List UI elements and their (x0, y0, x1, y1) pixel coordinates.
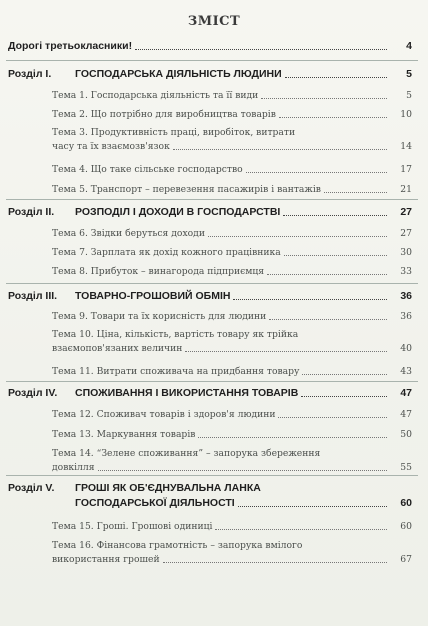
section-title: РОЗПОДІЛ І ДОХОДИ В ГОСПОДАРСТВІ (75, 206, 281, 218)
topic-page: 36 (400, 311, 412, 322)
toc-intro[interactable] (0, 40, 428, 52)
section-page: 47 (400, 387, 412, 399)
toc-topic-11[interactable] (0, 366, 428, 377)
topic-page: 43 (400, 366, 412, 377)
toc-topic-13[interactable] (0, 429, 428, 440)
topic-label: Тема 13. Маркування товарів (52, 429, 196, 440)
leader-dots (278, 409, 387, 418)
toc-topic-15[interactable] (0, 521, 428, 532)
topic-page: 14 (400, 141, 412, 152)
leader-dots (233, 290, 387, 300)
topic-page: 40 (400, 343, 412, 354)
topic-label: Тема 7. Зарплата як дохід кожного працівника (52, 247, 281, 258)
toc-topic-16[interactable] (0, 540, 428, 565)
toc-topic-9[interactable] (0, 311, 428, 322)
topic-label: Тема 2. Що потрібно для виробництва товарів (52, 109, 276, 120)
topic-page: 60 (400, 521, 412, 532)
toc-section-2[interactable] (0, 206, 428, 218)
section-title: ГОСПОДАРСЬКА ДІЯЛЬНІСТЬ ЛЮДИНИ (75, 68, 282, 80)
section-label: Розділ IV. (8, 387, 58, 399)
toc-topic-12[interactable] (0, 409, 428, 420)
leader-dots (238, 497, 387, 507)
leader-dots (267, 266, 387, 275)
toc-section-5[interactable] (0, 482, 428, 510)
toc-topic-14[interactable] (0, 448, 428, 473)
topic-page: 33 (400, 266, 412, 277)
leader-dots (301, 387, 387, 397)
topic-page: 50 (400, 429, 412, 440)
toc-topic-7[interactable] (0, 247, 428, 258)
toc-section-1[interactable] (0, 68, 428, 80)
topic-page: 27 (400, 228, 412, 239)
divider (6, 283, 418, 284)
topic-page: 10 (400, 109, 412, 120)
leader-dots (173, 141, 387, 150)
toc-topic-3[interactable] (0, 127, 428, 152)
leader-dots (98, 462, 387, 471)
topic-page: 30 (400, 247, 412, 258)
section-label: Розділ II. (8, 206, 55, 218)
topic-label: Тема 6. Звідки беруться доходи (52, 228, 205, 239)
divider (6, 475, 418, 476)
topic-label: Тема 3. Продуктивність праці, виробіток, витрати (52, 127, 296, 138)
toc-topic-2[interactable] (0, 109, 428, 120)
topic-page: 67 (400, 554, 412, 565)
toc-topic-8[interactable] (0, 266, 428, 277)
topic-label: Тема 11. Витрати споживача на придбання товару (52, 366, 300, 377)
page-title: ЗМІСТ (187, 14, 241, 29)
topic-label: Тема 14. “Зелене споживання” – запорука збереження (52, 448, 321, 459)
leader-dots (269, 311, 387, 320)
section-page: 5 (406, 68, 412, 80)
toc-topic-10[interactable] (0, 329, 428, 354)
leader-dots (284, 247, 387, 256)
toc-topic-6[interactable] (0, 228, 428, 239)
section-page: 27 (400, 206, 412, 218)
leader-dots (215, 521, 387, 530)
divider (6, 60, 418, 61)
leader-dots (185, 343, 387, 352)
section-title: ГРОШІ ЯК ОБ'ЄДНУВАЛЬНА ЛАНКА (75, 482, 261, 494)
topic-label: Тема 16. Фінансова грамотність – запорука вмілого (52, 540, 303, 551)
divider (6, 199, 418, 200)
toc-topic-5[interactable] (0, 184, 428, 195)
leader-dots (208, 228, 387, 237)
toc-section-3[interactable] (0, 290, 428, 302)
leader-dots (261, 90, 387, 99)
leader-dots (135, 40, 387, 50)
toc-section-4[interactable] (0, 387, 428, 399)
intro-page: 4 (406, 40, 412, 52)
leader-dots (279, 109, 387, 118)
topic-label: Тема 1. Господарська діяльність та її види (52, 90, 259, 101)
topic-label: Тема 9. Товари та їх корисність для людини (52, 311, 267, 322)
leader-dots (285, 68, 387, 78)
topic-label: Тема 5. Транспорт – перевезення пасажирів і вантажів (52, 184, 321, 195)
section-page: 60 (400, 497, 412, 509)
topic-label: Тема 15. Гроші. Грошові одиниці (52, 521, 213, 532)
divider (6, 381, 418, 382)
topic-page: 5 (406, 90, 412, 101)
topic-label: Тема 8. Прибуток – винагорода підприємця (52, 266, 265, 277)
topic-label: Тема 12. Споживач товарів і здоров'я людини (52, 409, 276, 420)
section-title-cont: ГОСПОДАРСЬКОЇ ДІЯЛЬНОСТІ (75, 497, 235, 509)
leader-dots (163, 554, 387, 563)
topic-label: Тема 4. Що таке сільське господарство (52, 164, 243, 175)
leader-dots (198, 429, 387, 438)
leader-dots (324, 184, 387, 193)
topic-label-cont: часу та їх взаємозв'язок (52, 141, 170, 152)
topic-page: 55 (400, 462, 412, 473)
section-title: СПОЖИВАННЯ І ВИКОРИСТАННЯ ТОВАРІВ (75, 387, 299, 399)
topic-label: Тема 10. Ціна, кількість, вартість товару як трійка (52, 329, 299, 340)
intro-label: Дорогі третьокласники! (8, 40, 133, 52)
section-page: 36 (400, 290, 412, 302)
leader-dots (283, 206, 387, 216)
section-label: Розділ I. (8, 68, 52, 80)
section-title: ТОВАРНО-ГРОШОВИЙ ОБМІН (75, 290, 231, 302)
toc-topic-1[interactable] (0, 90, 428, 101)
topic-label-cont: використання грошей (52, 554, 160, 565)
section-label: Розділ V. (8, 482, 55, 494)
topic-label-cont: довкілля (52, 462, 95, 473)
toc-topic-4[interactable] (0, 164, 428, 175)
topic-page: 21 (400, 184, 412, 195)
leader-dots (246, 164, 387, 173)
topic-page: 17 (400, 164, 412, 175)
topic-label-cont: взаємопов'язаних величин (52, 343, 183, 354)
leader-dots (302, 366, 387, 375)
topic-page: 47 (400, 409, 412, 420)
section-label: Розділ III. (8, 290, 58, 302)
